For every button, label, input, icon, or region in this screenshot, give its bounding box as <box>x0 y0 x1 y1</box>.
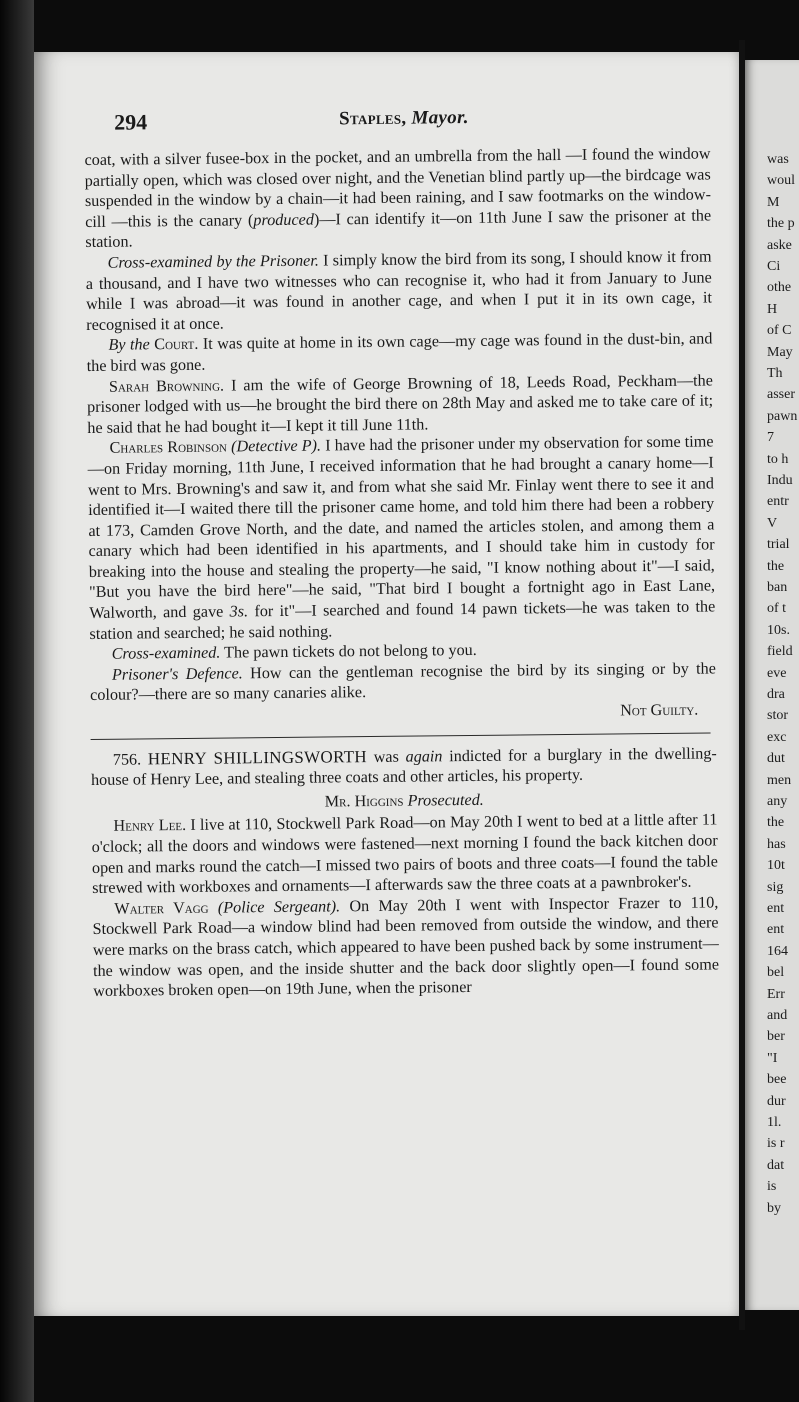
text-run: I have had the prisoner under my observation for some time—on Friday morning, 11th June, I received information that he had brought a canary home—I went to Mrs. Browning's and saw it, and from what she said Mr. Finlay went there to see it and identified it—I waited there till the prisoner came home, and told him there had been a robbery at 173, Camden Grove North, and the date, and named the articles stolen, and among them a canary which had been identified in his apartments, and I should take him in custody for breaking into the house and stealing the property—he said, "I know nothing about it"—I said, "But you have the bird here"—he said, "That bird I bought a fortnight ago in East Lane, Walworth, and gave <box>87 432 716 623</box>
facing-page-fragment: 10t <box>767 858 785 874</box>
facing-page-fragment: V <box>767 515 778 531</box>
testimony-label: Cross-examined. <box>111 643 221 663</box>
facing-page-fragment: ban <box>767 580 788 595</box>
facing-page-fragment: ent <box>767 922 785 938</box>
case-heading <box>91 743 717 791</box>
facing-page-fragment: dut <box>767 751 785 767</box>
facing-page-fragment: othe <box>767 280 792 296</box>
text-run: coat, with a silver fusee-box in the pocket, and an umbrella from the hall —I found the window partially open, which was closed over night, and the Venetian blind partly up—the birdcage was suspended in the window by a chain—it had been raining, and I saw footmarks on the window-cill —this is the canary ( <box>84 144 712 231</box>
facing-page-fragment: of t <box>767 601 787 617</box>
facing-page-fragment: men <box>767 772 792 788</box>
witness-name: Charles Robinson <box>109 437 228 458</box>
text-run: The pawn tickets do not belong to you. <box>220 641 477 662</box>
defendant-name: HENRY SHILLINGSWORTH <box>147 746 368 768</box>
facing-page-fragment: Indu <box>767 473 793 488</box>
text-run-italic: again <box>405 746 443 766</box>
book-binding-edge <box>0 0 34 1402</box>
facing-page-fragment: entr <box>767 494 789 510</box>
facing-page-fragment: "I <box>767 1050 778 1066</box>
facing-page-fragment: trial <box>767 537 790 553</box>
facing-page-fragment: bee <box>767 1072 787 1088</box>
facing-page-fragment: the <box>767 558 785 574</box>
verdict: Not Guilty. <box>620 700 699 720</box>
paragraph-sarah-browning <box>87 370 714 438</box>
facing-page-fragment: H <box>767 301 778 317</box>
facing-page-fragment: bel <box>767 965 785 981</box>
facing-page-fragment: sig <box>767 879 784 895</box>
facing-page-fragment: eve <box>767 665 787 681</box>
text-run: for it"—I searched and found 14 pawn tickets—he was taken to the station and searched; he said nothing. <box>89 597 716 643</box>
facing-page-fragment: Err <box>767 986 785 1002</box>
facing-page-fragment: ent <box>767 901 785 916</box>
text-run: )—I can identify it—on 11th June I saw the prisoner at the station. <box>85 206 712 252</box>
facing-page-fragment: pawn <box>767 408 798 424</box>
facing-page-fragment: Th <box>767 366 783 381</box>
prosecutor-name: Mr. Higgins <box>324 791 404 811</box>
facing-page-fragment: ber <box>767 1029 785 1045</box>
witness-role: (Detective P). <box>230 436 322 456</box>
facing-page-fragment: May <box>767 344 793 360</box>
case-number: 756. <box>112 750 142 769</box>
facing-page-fragment: dra <box>767 687 785 702</box>
facing-page-fragment: dur <box>767 1093 786 1109</box>
page-text-block <box>84 103 719 1001</box>
witness-name: Walter Vagg <box>114 898 209 918</box>
facing-page-fragment: the p <box>767 216 795 232</box>
paragraph-continuation <box>84 143 711 253</box>
running-head-name: Staples, <box>338 107 407 130</box>
testimony-label: Cross-examined by the Prisoner. <box>107 251 319 272</box>
facing-page-fragment: and <box>767 1008 788 1023</box>
testimony-label-court: Court. <box>154 335 199 354</box>
paragraph-by-the-court <box>86 329 712 377</box>
running-head-title <box>339 107 469 130</box>
facing-page-fragment: exc <box>767 729 787 745</box>
facing-page-fragment: field <box>767 644 793 660</box>
paragraph-cross-examined-prisoner <box>85 246 712 335</box>
witness-name: Henry Lee. <box>113 816 187 836</box>
running-head <box>84 103 710 140</box>
money-amount: 3s. <box>229 602 249 621</box>
facing-page-fragment: Ci <box>767 259 781 274</box>
paragraph-prisoners-defence <box>90 658 716 706</box>
text-run: I live at 110, Stockwell Park Road—on May 20th I went to bed at a little after 11 o'clock; all the doors and windows were fastened—next morning I found the back kitchen door open and marks round the catch—I missed two pairs of boots and three coats—I found the table strewed with workboxes and ornaments—I afterwards saw the three coats at a pawnbroker's. <box>91 810 718 898</box>
facing-page-fragment: was <box>767 152 789 167</box>
facing-page-fragment: aske <box>767 237 792 253</box>
facing-page-fragment: M <box>767 194 780 210</box>
page-number: 294 <box>113 109 148 135</box>
facing-page-fragment: asser <box>767 387 795 403</box>
facing-page-fragment: 7 <box>767 430 774 446</box>
text-run: I simply know the bird from its song, I should know it from a thousand, and I have two witnesses who can recognise it, who had it from January to June while I was abroad—it was found in another cage, and when I put it in its own cage, it recognised it at once. <box>85 247 713 334</box>
facing-page-fragment: woul <box>767 173 795 189</box>
testimony-label: Prisoner's Defence. <box>111 664 243 684</box>
facing-page-fragment: is r <box>767 1136 785 1152</box>
paragraph-charles-robinson <box>87 432 715 644</box>
prosecuted-label: Prosecuted. <box>407 790 484 810</box>
facing-page-fragment: the <box>767 815 785 831</box>
text-run: I am the wife of George Browning of 18, Leeds Road, Peckham—the prisoner lodged with us—he brought the bird there on 28th May and asked me to take care of it; he said that he had bought it—I kept it till June 11th. <box>87 370 714 437</box>
paragraph-walter-vagg <box>92 892 719 1002</box>
text-run: It was quite at home in its own cage—my cage was found in the dust-bin, and the bird was gone. <box>86 329 713 375</box>
facing-page-fragment: has <box>767 836 786 852</box>
facing-page-fragment: 10s. <box>767 622 790 638</box>
text-run: How can the gentleman recognise the bird by its singing or by the colour?—there are so many canaries alike. <box>90 659 716 705</box>
facing-page-fragment: stor <box>767 708 788 724</box>
case-divider-rule <box>91 732 711 739</box>
facing-page-fragment: dat <box>767 1157 785 1173</box>
text-run: On May 20th I went with Inspector Frazer to 110, Stockwell Park Road—a window blind had been removed from outside the window, and there were marks on the brass catch, which appeared to have been pushed back by some instrument—the window was open, and the inside shutter and the back door slightly open—I found some workboxes broken open—on 19th June, when the prisoner <box>92 893 720 1001</box>
text-run: was <box>366 747 406 766</box>
facing-page-fragment: to h <box>767 451 789 467</box>
facing-page-fragment: of C <box>767 323 792 339</box>
witness-name: Sarah Browning. <box>108 376 225 396</box>
facing-page-fragment: is <box>767 1179 777 1195</box>
witness-role: (Police Sergeant). <box>217 897 341 917</box>
facing-page-fragment: any <box>767 794 788 809</box>
text-run-italic: produced <box>253 210 314 230</box>
paragraph-henry-lee <box>91 810 718 899</box>
running-head-office: Mayor. <box>411 106 469 129</box>
facing-page-fragment: by <box>767 1200 781 1216</box>
testimony-label: By the <box>108 335 150 355</box>
text-run: indicted for a burglary in the dwelling-house of Henry Lee, and stealing three coats and other articles, his property. <box>90 744 717 790</box>
facing-page-fragment: 1l. <box>767 1115 782 1130</box>
facing-page-edge <box>745 60 799 1310</box>
facing-page-fragment: 164 <box>767 943 788 959</box>
